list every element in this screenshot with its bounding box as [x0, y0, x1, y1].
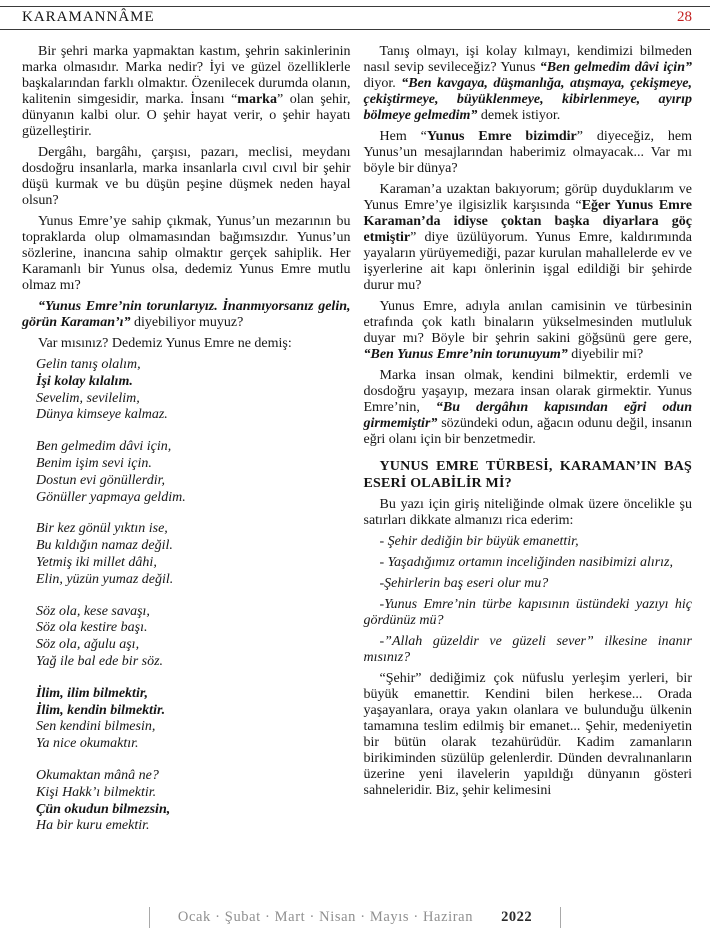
poem-line [36, 637, 351, 654]
paragraph [364, 671, 693, 799]
paragraph [364, 497, 693, 529]
poem-line [36, 736, 351, 753]
text-segment: “Yunus Emre’nin torunlarıyız. İnanmıyorsanız gelin, görün Karaman’ı” [22, 299, 351, 330]
text-segment: İlim, ilim bilmektir, [36, 685, 149, 701]
poem-line [36, 719, 351, 736]
text-segment: diyebiliyor muyuz? [130, 315, 244, 330]
text-segment: İşi kolay kılalım. [36, 373, 133, 389]
section-heading [364, 458, 693, 492]
poem-stanza [36, 768, 351, 835]
text-segment: YUNUS EMRE TÜRBESİ, KARAMAN’IN BAŞ ESERİ OLABİLİR Mİ? [363, 459, 692, 491]
paragraph [22, 44, 351, 140]
text-segment: Söz ola, kese savaşı, [36, 603, 150, 619]
text-segment: Bir şehri marka yapmaktan kastım, şehrin sakinlerinin marka olmasıdır. Marka nedir? İyi ve güzel özelliklerle başkalarından farklı olmaktır. Özenilecek durumda olanın, kalitenin simgesidir, marka. İnsanı “ [22, 44, 351, 107]
right-column [364, 44, 693, 886]
poem-line [36, 785, 351, 802]
paragraph [22, 299, 351, 331]
footer-year: 2022 [501, 909, 533, 925]
paragraph [364, 534, 693, 550]
poem-line [36, 818, 351, 835]
poem-line [36, 802, 351, 819]
paragraph [364, 597, 693, 629]
paragraph [364, 368, 693, 448]
text-segment: Bu yazı için giriş niteliğinde olmak üzere öncelikle şu satırları dikkate almanızı rica ederim: [363, 497, 692, 528]
text-segment: Ya nice okumaktır. [36, 736, 139, 752]
paragraph [364, 555, 693, 571]
paragraph [364, 44, 693, 124]
text-segment: Yunus Emre bizimdir [426, 129, 577, 144]
text-segment: “Ben kavgaya, düşmanlığa, atışmaya, çekişmeye, çekiştirmeye, büyüklenmeye, kibirlenmeye, ayırıp bölmeye gelmedim” [363, 76, 693, 123]
text-segment: Dünya kimseye kalmaz. [36, 407, 168, 423]
poem-line [36, 555, 351, 572]
text-segment: marka [237, 92, 277, 107]
text-segment: Bu kıldığın namaz değil. [36, 538, 173, 554]
text-segment: Yetmiş iki millet dâhi, [36, 554, 157, 570]
paragraph [364, 129, 693, 177]
poem-line [36, 357, 351, 374]
text-segment: Ha bir kuru emektir. [36, 818, 150, 834]
paragraph [22, 336, 351, 352]
text-segment: Sen kendini bilmesin, [36, 719, 156, 735]
text-segment: “Ben gelmedim dâvi için” [539, 60, 692, 75]
poem-line [36, 439, 351, 456]
text-segment: “Şehir” dediğimiz çok nüfuslu yerleşim yerleri, bir büyük emanettir. Kendini bilen herkese... Orada yaşayanlara, oraya yakın olanlara ve bulunduğu ülkenin tamamına teslim edilmiş bir emanet... Şehir, medeniyetin bir bütün olarak tezahürüdür. Kadim zamanların birikiminden süzülüp gelenlerdir. Dünden devralınanların üzerine yeni ilavelerin yapıldığı dünyanın gösteri sahneleridir. Biz, şehir kelimesini [363, 671, 692, 798]
poem-stanza [36, 357, 351, 424]
poem-line [36, 473, 351, 490]
text-segment: Yağ ile bal ede bir söz. [36, 653, 164, 669]
text-segment: Eğer Yunus Emre Karaman’da idiyse çoktan başka diyarlara göç etmiştir [363, 198, 692, 245]
text-segment: ” diye üzülüyorum. Yunus Emre, kaldırımında yayaların yürüyemediği, pazar kurulan mahallelerde ev ve işyerlerine ait kapı önlerinin işgal edildiği bir şehirde durur mu? [363, 230, 692, 293]
poem-line [36, 456, 351, 473]
text-segment: Gelin tanış olalım, [36, 357, 141, 372]
paragraph [364, 576, 693, 592]
footer-right-bar [560, 907, 561, 928]
footer-left-bar [149, 907, 150, 928]
poem-stanza [36, 604, 351, 671]
content-area [0, 30, 710, 886]
text-segment: -Şehirlerin baş eseri olur mu? [379, 576, 549, 591]
text-segment: Bir kez gönül yıktın ise, [36, 521, 168, 537]
text-segment: demek istiyor. [477, 108, 561, 123]
page-number: 28 [677, 9, 692, 25]
text-segment: Çün okudun bilmezsin, [36, 801, 171, 817]
text-segment: İlim, kendin bilmektir. [36, 702, 166, 718]
poem-line [36, 686, 351, 703]
paragraph [364, 634, 693, 666]
text-segment: “Bu dergâhın kapısından eğri odun girmemiştir” [363, 400, 693, 431]
text-segment: Benim işim sevi için. [36, 455, 152, 471]
poem-line [36, 572, 351, 589]
page-header [0, 6, 710, 30]
text-segment: Sevelim, sevilelim, [36, 390, 140, 406]
text-segment: Ben gelmedim dâvi için, [36, 439, 172, 455]
paragraph [364, 299, 693, 363]
text-segment: -Yunus Emre’nin türbe kapısının üstündeki yazıyı hiç gördünüz mü? [363, 597, 692, 628]
footer [0, 907, 710, 928]
poem-line [36, 768, 351, 785]
poem-line [36, 703, 351, 720]
poem-line [36, 654, 351, 671]
text-segment: Söz ola, ağulu aşı, [36, 637, 140, 653]
poem-line [36, 620, 351, 637]
text-segment: Var mısınız? Dedemiz Yunus Emre ne demiş: [38, 336, 292, 351]
text-segment: Okumaktan mânâ ne? [36, 767, 159, 783]
text-segment: Yunus Emre’ye sahip çıkmak, Yunus’un mezarının bu topraklarda olup olmamasından bağımsızdır. Yunus’un sözlerine, inancına sahip olmaktır gerçek sahiplik. Her Karamanlı bir Yunus olsa, dedemiz Yunus Emre mutlu olmaz mı? [22, 214, 351, 293]
text-segment: ” olan şehir, dünyanın kalbi olur. O şehir hayat verir, o şehir hayatı güzelleştirir. [22, 92, 351, 139]
poem-line [36, 604, 351, 621]
footer-months: Ocak · Şubat · Mart · Nisan · Mayıs · Haziran [177, 909, 474, 925]
text-segment: Tanış olmayı, işi kolay kılmayı, kendimizi bilmeden nasıl sevip sevileceğiz? Yunus [363, 44, 692, 75]
paragraph [364, 182, 693, 294]
page-title: KARAMANNÂME [22, 9, 155, 25]
poem-line [36, 521, 351, 538]
text-segment: Elin, yüzün yumaz değil. [36, 571, 174, 587]
left-column [22, 44, 351, 886]
text-segment: sözündeki odun, ağacın odunu değil, insanın eğri olanı için bir benzetmedir. [363, 416, 692, 447]
poem-line [36, 407, 351, 424]
paragraph [22, 214, 351, 294]
poem-line [36, 490, 351, 507]
text-segment: Marka insan olmak, kendini bilmektir, erdemli ve dosdoğru yaşayıp, mezara insan olarak girmektir. Yunus Emre’nin, [363, 368, 692, 415]
poem-stanza [36, 686, 351, 753]
text-segment: Yunus Emre, adıyla anılan camisinin ve türbesinin etrafında çok katlı binaların yükselmesinden mutluluk duyar mı? Böyle bir şehrin sakini göğsünü gere gere, [363, 299, 692, 346]
text-segment: -”Allah güzeldir ve güzeli sever” ilkesine inanır mısınız? [363, 634, 692, 665]
poem-stanza [36, 439, 351, 506]
text-segment: Karaman’a uzaktan bakıyorum; görüp duyduklarım ve Yunus Emre’ye ilgisizlik karşısında “ [363, 182, 692, 213]
text-segment: Dergâhı, bargâhı, çarşısı, pazarı, meclisi, meydanı dosdoğru insanlarla, marka insanlarla cıvıl cıvıl bir şehir düşü kurmak ve bu düşün peşine düşmek neden hayal olsun? [22, 145, 351, 208]
text-segment: diyor. [363, 76, 402, 91]
text-segment: “Ben Yunus Emre’nin torunuyum” [363, 347, 568, 362]
text-segment: Dostun evi gönüllerdir, [36, 472, 165, 488]
text-segment: ” diyeceğiz, hem Yunus’un mesajlarından haberimiz olmayacak... Var mı böyle bir dünya? [363, 129, 693, 176]
text-segment: - Yaşadığımız ortamın inceliğinden nasibimizi alırız, [379, 555, 674, 570]
poem-line [36, 391, 351, 408]
text-segment: Söz ola kestire başı. [36, 620, 148, 636]
text-segment: Gönüller yapmaya geldim. [36, 489, 186, 505]
text-segment: Kişi Hakk’ı bilmektir. [36, 784, 157, 800]
text-segment: diyebilir mi? [567, 347, 644, 362]
paragraph [22, 145, 351, 209]
text-segment: Hem “ [379, 129, 427, 144]
poem-stanza [36, 521, 351, 588]
text-segment: - Şehir dediğin bir büyük emanettir, [379, 534, 579, 549]
poem-line [36, 538, 351, 555]
poem-line [36, 374, 351, 391]
